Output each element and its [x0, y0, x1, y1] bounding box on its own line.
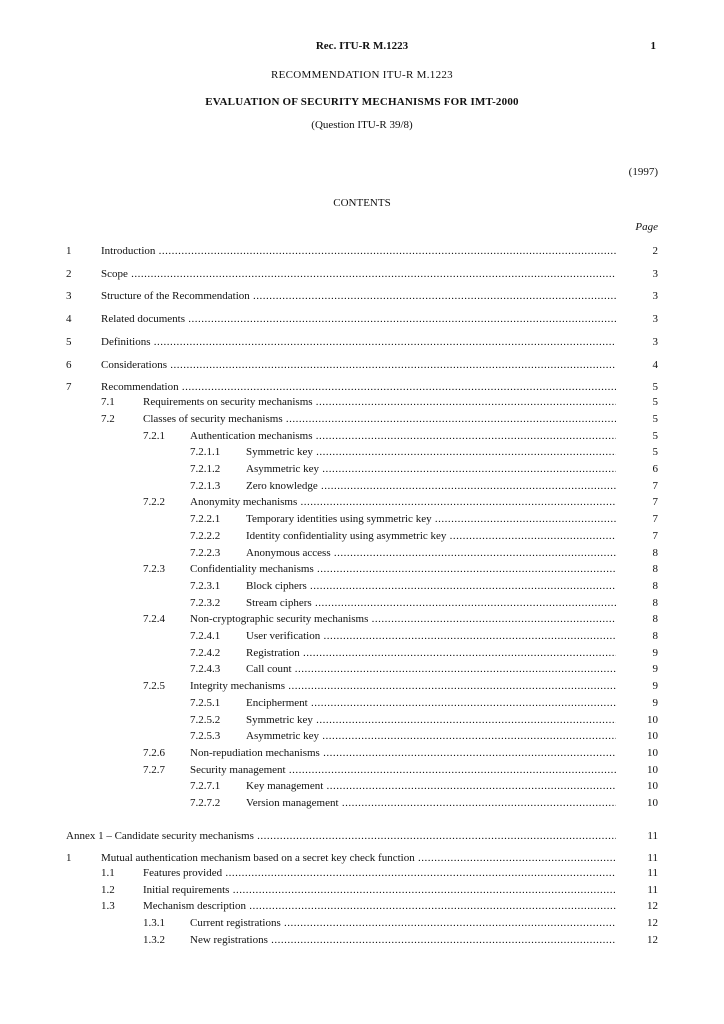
toc-entry-page: 8 [652, 613, 658, 626]
toc-entry [0, 379, 724, 395]
toc-entry-title: Scope ..... [101, 266, 616, 282]
toc-entry-number: 1.1 [101, 867, 115, 879]
toc-entry-number: 1.3.2 [143, 933, 165, 946]
toc-entry-title: Initial requirements ..... [143, 882, 616, 898]
toc-entry-page: 10 [647, 713, 658, 726]
toc-entry-title: Registration ..... [246, 645, 616, 661]
running-title: Rec. ITU-R M.1223 [315, 40, 409, 52]
toc-entry [0, 728, 724, 744]
toc-entry-page: 3 [652, 267, 658, 280]
toc-entry-title: Temporary identities using symmetric key ..... [246, 511, 616, 527]
toc-entry [0, 882, 724, 898]
toc-entry-number: 1.2 [101, 883, 115, 896]
page-number: 1 [650, 40, 656, 52]
toc-entry-page: 8 [652, 563, 658, 576]
toc-entry [0, 511, 724, 527]
toc-entry-number: 1.3.1 [143, 917, 165, 930]
toc-entry-title: Introduction ..... [101, 243, 616, 259]
toc-entry-title: User verification ..... [246, 628, 616, 644]
toc-entry-title: Confidentiality mechanisms ..... [190, 561, 616, 577]
toc-entry-title: Mechanism description ..... [143, 898, 616, 914]
toc-entry-number: 7.2.1.3 [190, 479, 221, 492]
toc-entry-number: 7.2.4.3 [190, 663, 221, 676]
toc-entry [0, 394, 724, 410]
toc-entry-title: Asymmetric key ..... [246, 461, 616, 477]
toc-entry-number: 7.2.4 [143, 613, 165, 626]
toc-entry-number: 7.2.6 [143, 746, 165, 759]
publication-year: (1997) [628, 166, 658, 178]
toc-entry [0, 611, 724, 627]
toc-entry [0, 778, 724, 794]
toc-entry [0, 595, 724, 611]
toc-entry-title: Security management ..... [190, 762, 616, 778]
toc-entry-number: 4 [66, 313, 72, 326]
toc-entry-number: 7.2.2.3 [190, 546, 221, 559]
toc-entry-page: 10 [647, 763, 658, 776]
toc-entry-title: Non-cryptographic security mechanisms ..... [190, 611, 616, 627]
toc-entry-title: Key management ..... [246, 778, 616, 794]
toc-entry-page: 3 [652, 313, 658, 326]
toc-entry-page: 9 [652, 646, 658, 659]
toc-entry [0, 932, 724, 948]
toc-entry-page: 9 [652, 696, 658, 709]
toc-entry [0, 545, 724, 561]
toc-entry [0, 695, 724, 711]
toc-entry-number: 7.2.1.2 [190, 463, 221, 475]
toc-entry-number: 7.2.5 [143, 680, 165, 693]
toc-entry [0, 357, 724, 373]
toc-entry-title: Encipherment ..... [246, 695, 616, 711]
toc-entry-number: 7.2.1 [143, 429, 165, 442]
toc-entry-page: 11 [647, 867, 658, 879]
toc-entry-page: 11 [647, 883, 658, 896]
toc-entry-number: 7.2.3.1 [190, 579, 221, 592]
toc-entry-number: 7.2.1.1 [190, 446, 221, 459]
toc-entry [0, 528, 724, 544]
toc-entry-title: Version management ..... [246, 795, 616, 811]
toc-entry-page: 7 [652, 529, 658, 542]
toc-entry-title: Identity confidentiality using asymmetric key ..... [246, 528, 616, 544]
toc-entry [0, 915, 724, 931]
toc-entry-title: Stream ciphers ..... [246, 595, 616, 611]
toc-entry [0, 288, 724, 304]
toc-entry [0, 561, 724, 577]
toc-entry-number: 6 [66, 358, 72, 371]
toc-entry-page: 5 [652, 429, 658, 442]
toc-entry-title: Block ciphers ..... [246, 578, 616, 594]
question-reference: (Question ITU-R 39/8) [311, 119, 413, 131]
toc-entry-title: Current registrations ..... [190, 915, 616, 931]
toc-entry-page: 7 [652, 479, 658, 492]
toc-entry-page: 8 [652, 596, 658, 609]
toc-entry-page: 9 [652, 680, 658, 693]
toc-entry-page: 5 [652, 412, 658, 425]
toc-entry-title: Mutual authentication mechanism based on a secret key check function ..... [101, 850, 616, 866]
toc-entry-page: 8 [652, 630, 658, 642]
toc-entry [0, 661, 724, 677]
toc-entry-number: 1.3 [101, 900, 115, 913]
toc-entry [0, 266, 724, 282]
toc-entry-page: 6 [652, 463, 658, 475]
toc-entry [0, 865, 724, 881]
toc-entry [0, 428, 724, 444]
toc-entry-title: Anonymous access ..... [246, 545, 616, 561]
toc-entry-title: Annex 1 – Candidate security mechanisms ..... [66, 828, 616, 844]
toc-entry-page: 5 [652, 446, 658, 459]
toc-entry-number: 5 [66, 335, 72, 348]
toc-entry-number: 7.2.7.1 [190, 780, 221, 793]
toc-entry-title: Symmetric key ..... [246, 712, 616, 728]
toc-entry-page: 12 [647, 917, 658, 930]
contents-heading: CONTENTS [333, 197, 391, 209]
toc-entry-number: 7.2.2.1 [190, 513, 221, 526]
document-title: EVALUATION OF SECURITY MECHANISMS FOR IMT-2000 [205, 96, 519, 108]
toc-entry [0, 678, 724, 694]
toc-entry-page: 10 [647, 797, 658, 809]
toc-entry-title: Non-repudiation mechanisms ..... [190, 745, 616, 761]
toc-entry-title: Integrity mechanisms ..... [190, 678, 616, 694]
toc-entry-number: 7 [66, 381, 72, 394]
toc-entry [0, 898, 724, 914]
toc-entry [0, 745, 724, 761]
toc-entry [0, 578, 724, 594]
toc-entry [0, 828, 724, 844]
toc-entry-page: 12 [647, 933, 658, 946]
toc-entry-page: 9 [652, 663, 658, 676]
toc-entry-number: 7.2.5.3 [190, 730, 221, 743]
toc-entry [0, 850, 724, 866]
toc-entry-page: 11 [647, 830, 658, 842]
toc-entry-page: 12 [647, 900, 658, 913]
toc-entry-number: 7.2.5.2 [190, 713, 221, 726]
toc-entry [0, 334, 724, 350]
toc-entry-title: Zero knowledge ..... [246, 478, 616, 494]
toc-entry [0, 628, 724, 644]
toc-entry-page: 4 [652, 358, 658, 371]
toc-entry-number: 7.1 [101, 396, 115, 409]
toc-entry-page: 8 [652, 546, 658, 559]
toc-entry-title: Symmetric key ..... [246, 444, 616, 460]
toc-entry-title: Anonymity mechanisms ..... [190, 494, 616, 510]
toc-entry [0, 494, 724, 510]
toc-entry [0, 243, 724, 259]
toc-entry-page: 8 [652, 579, 658, 592]
toc-entry-page: 10 [647, 730, 658, 743]
toc-entry-title: Considerations ..... [101, 357, 616, 373]
toc-entry [0, 311, 724, 327]
toc-entry-title: Classes of security mechanisms ..... [143, 411, 616, 427]
toc-entry-number: 7.2.2 [143, 496, 165, 509]
toc-entry-number: 1 [66, 852, 72, 864]
toc-entry-number: 7.2.3 [143, 563, 165, 576]
toc-entry-page: 3 [652, 290, 658, 303]
toc-entry [0, 712, 724, 728]
toc-entry-number: 3 [66, 290, 72, 303]
toc-entry-page: 5 [652, 396, 658, 409]
toc-entry [0, 461, 724, 477]
toc-entry-number: 7.2.3.2 [190, 596, 221, 609]
toc-entry-title: Structure of the Recommendation ..... [101, 288, 616, 304]
toc-entry [0, 444, 724, 460]
toc-entry-number: 7.2.5.1 [190, 696, 221, 709]
toc-entry-page: 2 [652, 245, 658, 257]
toc-entry [0, 411, 724, 427]
recommendation-label: RECOMMENDATION ITU-R M.1223 [271, 69, 453, 81]
toc-entry [0, 762, 724, 778]
toc-entry-title: Asymmetric key ..... [246, 728, 616, 744]
toc-entry [0, 645, 724, 661]
toc-entry [0, 795, 724, 811]
toc-entry-title: Authentication mechanisms ..... [190, 428, 616, 444]
toc-entry-title: Call count ..... [246, 661, 616, 677]
toc-entry-number: 2 [66, 267, 72, 280]
toc-entry-number: 7.2 [101, 412, 115, 425]
toc-entry-title: Features provided ..... [143, 865, 616, 881]
toc-entry-title: New registrations ..... [190, 932, 616, 948]
toc-entry-page: 11 [647, 852, 658, 864]
toc-entry [0, 478, 724, 494]
toc-entry-page: 5 [652, 381, 658, 394]
toc-entry-page: 10 [647, 780, 658, 793]
page-column-label: Page [635, 221, 658, 233]
toc-entry-title: Requirements on security mechanisms ..... [143, 394, 616, 410]
toc-entry-title: Definitions ..... [101, 334, 616, 350]
toc-entry-page: 10 [647, 746, 658, 759]
toc-entry-page: 7 [652, 496, 658, 509]
toc-entry-number: 7.2.7 [143, 763, 165, 776]
toc-entry-number: 7.2.4.2 [190, 646, 221, 659]
toc-entry-number: 7.2.7.2 [190, 797, 221, 809]
toc-entry-number: 1 [66, 245, 72, 257]
toc-entry-number: 7.2.4.1 [190, 630, 221, 642]
toc-entry-page: 7 [652, 513, 658, 526]
toc-entry-page: 3 [652, 335, 658, 348]
toc-entry-title: Recommendation ..... [101, 379, 616, 395]
toc-entry-number: 7.2.2.2 [190, 529, 221, 542]
toc-entry-title: Related documents ..... [101, 311, 616, 327]
